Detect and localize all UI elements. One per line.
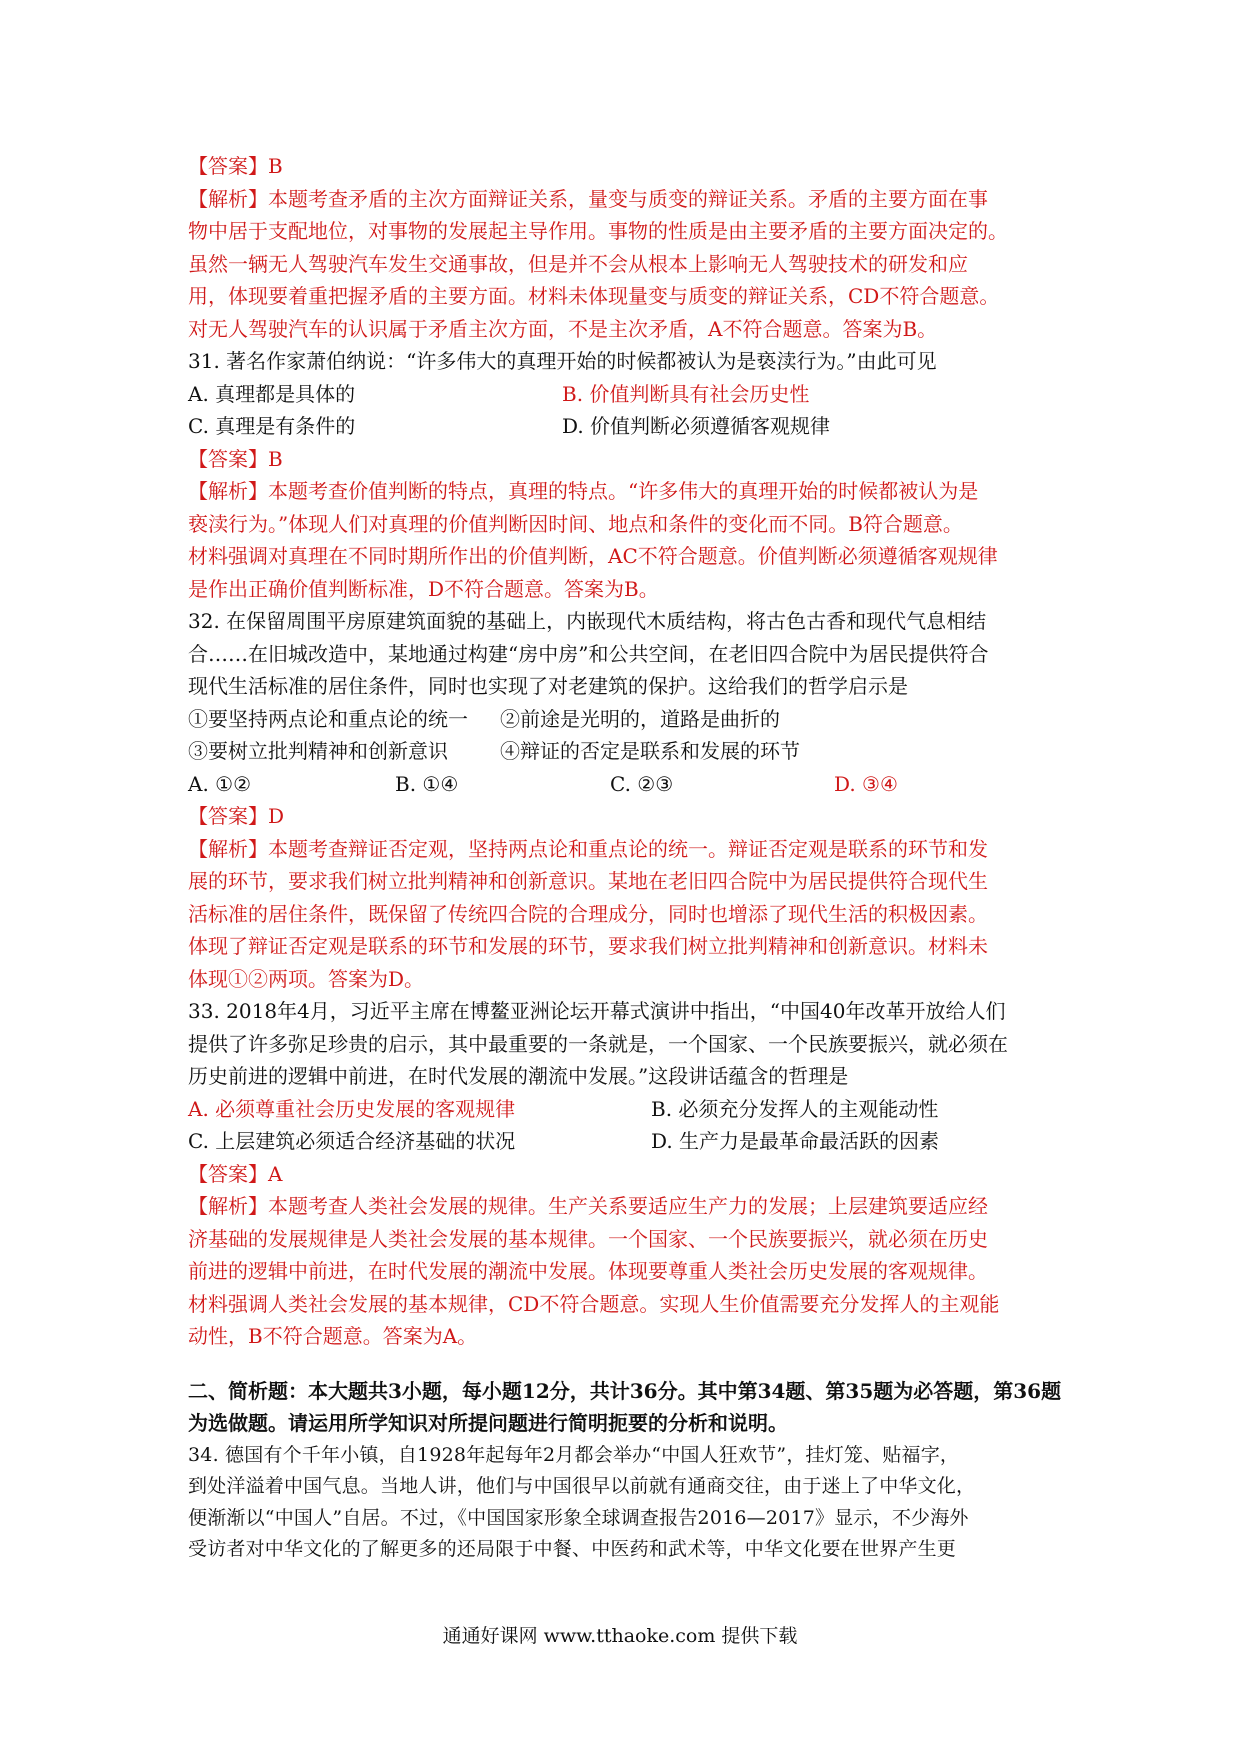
q33-stem [188,995,1060,1093]
analysis-line: 体现了辩证否定观是联系的环节和发展的环节，要求我们树立批判精神和创新意识。材料未 [188,934,988,958]
q31-option-c: C. 真理是有条件的 [188,414,356,438]
q30-answer: 【答案】B [188,154,283,178]
analysis-line: 体现①②两项。答案为D。 [188,966,425,991]
q32-items-row-1 [188,703,1060,736]
q31-options-row-1 [188,378,1060,411]
analysis-line: 展的环节，要求我们树立批判精神和创新意识。某地在老旧四合院中为居民提供符合现代生 [188,869,988,893]
analysis-line: 动性，B不符合题意。答案为A。 [188,1324,478,1348]
stem-line: 便渐渐以“中国人”自居。不过，《中国国家形象全球调查报告2016—2017》显示，不少海外 [188,1506,969,1529]
q33-option-c: C. 上层建筑必须适合经济基础的状况 [188,1129,516,1153]
section-heading-line: 二、简析题：本大题共3小题，每小题12分，共计36分。其中第34题、第35题为必答题，第36题 [188,1378,1062,1403]
stem-line: 历史前进的逻辑中前进，在时代发展的潮流中发展。”这段讲话蕴含的哲理是 [188,1064,849,1088]
q33-options-row-1 [188,1093,1060,1126]
analysis-line: 用，体现要着重把握矛盾的主要方面。材料未体现量变与质变的辩证关系，CD不符合题意。 [188,284,1000,308]
analysis-line: 对无人驾驶汽车的认识属于矛盾主次方面，不是主次矛盾，A不符合题意。答案为B。 [188,316,938,341]
q32-option-b: B. ①④ [395,771,459,796]
analysis-line: 【解析】本题考查价值判断的特点，真理的特点。“许多伟大的真理开始的时候都被认为是 [188,479,979,503]
q32-stem [188,605,1060,703]
document-page [188,150,1060,1566]
stem-line: 提供了许多弥足珍贵的启示，其中最重要的一条就是，一个国家、一个民族要振兴，就必须在 [188,1031,1008,1056]
analysis-line: 【解析】本题考查人类社会发展的规律。生产关系要适应生产力的发展；上层建筑要适应经 [188,1194,988,1218]
q32-item-4: ④辩证的否定是联系和发展的环节 [500,739,800,763]
stem-line: 合……在旧城改造中，某地通过构建“房中房”和公共空间，在老旧四合院中为居民提供符合 [188,641,989,666]
q32-item-1: ①要坚持两点论和重点论的统一 [188,706,468,731]
q33-option-d: D. 生产力是最革命最活跃的因素 [651,1129,940,1153]
q31-option-b: B. 价值判断具有社会历史性 [562,381,810,406]
section-2-heading [188,1375,1060,1440]
q31-options-row-2 [188,410,1060,443]
stem-line: 33. 2018年4月，习近平主席在博鳌亚洲论坛开幕式演讲中指出，“中国40年改革开放给人们 [188,999,1006,1023]
stem-line: 到处洋溢着中国气息。当地人讲，他们与中国很早以前就有通商交往，由于迷上了中华文化， [188,1475,976,1497]
q31-option-d: D. 价值判断必须遵循客观规律 [562,414,831,438]
q32-item-2: ②前途是光明的，道路是曲折的 [500,706,780,731]
section-heading-line: 为选做题。请运用所学知识对所提问题进行简明扼要的分析和说明。 [188,1411,788,1435]
analysis-line: 【解析】本题考查矛盾的主次方面辩证关系，量变与质变的辩证关系。矛盾的主要方面在事 [188,186,988,211]
stem-line: 32. 在保留周围平房原建筑面貌的基础上，内嵌现代木质结构，将古色古香和现代气息相结 [188,609,987,633]
analysis-line: 虽然一辆无人驾驶汽车发生交通事故，但是并不会从根本上影响无人驾驶技术的研发和应 [188,251,968,276]
q32-items-row-2 [188,735,1060,768]
q32-options [188,768,1060,801]
analysis-line: 亵渎行为。”体现人们对真理的价值判断因时间、地点和条件的变化而不同。B符合题意。 [188,511,963,536]
q31-stem: 31. 著名作家萧伯纳说：“许多伟大的真理开始的时候都被认为是亵渎行为。”由此可见 [188,349,937,373]
q31-analysis [188,475,1060,605]
analysis-line: 材料强调人类社会发展的基本规律，CD不符合题意。实现人生价值需要充分发挥人的主观能 [188,1291,1000,1316]
q31-answer: 【答案】B [188,446,283,471]
q32-option-c: C. ②③ [610,771,674,796]
q33-option-b: B. 必须充分发挥人的主观能动性 [651,1096,939,1121]
analysis-line: 济基础的发展规律是人类社会发展的基本规律。一个国家、一个民族要振兴，就必须在历史 [188,1226,988,1251]
q32-answer: 【答案】D [188,804,285,828]
analysis-line: 活标准的居住条件，既保留了传统四合院的合理成分，同时也增添了现代生活的积极因素。 [188,901,988,926]
analysis-line: 材料强调对真理在不同时期所作出的价值判断，AC不符合题意。价值判断必须遵循客观规律 [188,544,998,568]
q30-analysis [188,183,1060,346]
analysis-line: 前进的逻辑中前进，在时代发展的潮流中发展。体现要尊重人类社会历史发展的客观规律。 [188,1259,988,1283]
q31-option-a: A. 真理都是具体的 [188,381,356,406]
stem-line: 受访者对中华文化的了解更多的还局限于中餐、中医药和武术等，中华文化要在世界产生更 [188,1538,957,1560]
analysis-line: 是作出正确价值判断标准，D不符合题意。答案为B。 [188,576,659,601]
analysis-line: 物中居于支配地位，对事物的发展起主导作用。事物的性质是由主要矛盾的主要方面决定的。 [188,219,1008,243]
stem-line: 34. 德国有个千年小镇，自1928年起每年2月都会举办“中国人狂欢节”，挂灯笼、贴福字， [188,1443,960,1466]
q33-analysis [188,1190,1060,1353]
q33-answer: 【答案】A [188,1161,283,1186]
page-footer: 通通好课网 www.tthaoke.com 提供下载 [442,1625,798,1647]
q34-stem [188,1440,1060,1566]
q33-options-row-2 [188,1125,1060,1158]
q32-item-3: ③要树立批判精神和创新意识 [188,739,448,763]
analysis-line: 【解析】本题考查辩证否定观，坚持两点论和重点论的统一。辩证否定观是联系的环节和发 [188,836,988,861]
stem-line: 现代生活标准的居住条件，同时也实现了对老建筑的保护。这给我们的哲学启示是 [188,674,908,698]
q32-analysis [188,833,1060,996]
q33-option-a: A. 必须尊重社会历史发展的客观规律 [188,1096,516,1121]
q32-option-a: A. ①② [188,771,252,796]
q32-option-d: D. ③④ [834,771,898,796]
